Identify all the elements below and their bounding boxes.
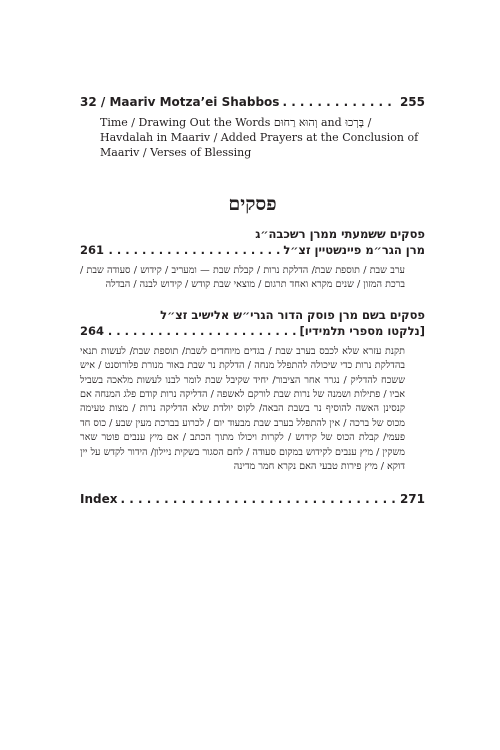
entry-subtitle: מרן הגר״מ פיינשטיין זצ״ל — [283, 243, 425, 257]
entry-subtitle: [נלקטו מספרי תלמידיו] — [299, 323, 425, 338]
dot-leader — [282, 95, 396, 109]
entry-description: ערב שבת / תוספת שבת/ הדלקת נרות / קבלת שבת — ומעריב / קידוש / סעודה שבת / ברכת המזון / שנים מקרא ואחד תרגום / מוצאי שבת קודש / קידוש לבנה / הבדלה — [80, 265, 405, 291]
dot-leader — [107, 243, 280, 257]
page-number: 271 — [399, 492, 425, 507]
toc-entry-psakim-1[interactable] — [80, 226, 425, 293]
page-number: 255 — [399, 95, 425, 109]
entry-title: 32 / Maariv Motza’ei Shabbos — [80, 95, 280, 109]
dot-leader — [107, 324, 296, 338]
toc-entry-psakim-2[interactable] — [80, 307, 425, 475]
section-heading: פסקים — [228, 193, 277, 215]
toc-entry-maariv[interactable] — [80, 95, 425, 109]
entry-title: פסקים ששמעתי ממרן רשכבה״ג — [255, 227, 425, 241]
page-number: 264 — [80, 323, 105, 338]
toc-entry-index[interactable] — [80, 492, 425, 506]
dot-leader — [120, 492, 396, 506]
entry-title: פסקים בשם מרן פוסק הדור הגרי״ש אלישיב זצ״ל — [160, 307, 425, 322]
entry-description: תקנת עזרא שלא לכבס בערב שבת / בגדים מיוחדים לשבת/ תוספת שבת/ לעשות תנאי בהדלקת נרות כדי שיכולה להתפלל מנחה / הדלקת נר שבת באור מנורת פלורוסנט / איש ששכח להדליק / נגרר אחר הציבור/ יחיד שקיבל שבת לומר לבנו לעשות מלאכה בשביל אביו / פתילות ושמנה של נרות שבת לורקם לאשפה / הדליקה נרות קודם פלג המנחה אם קנסינן האשה להוסיף נר בשבת הבאה/ לקוס יולדת שלא הדליקה נרות / מצות טעימה מכוס של ברכה / אין להתפלל בערב שבת מבעוד יום / לכרוע בברכת מעין שבע / כוס חד פעמי/ קבלת הכוס של קידוש / לקרות ויכולו מתוך הכתב / אם מיץ ענבים פוטר שאר משקין / מיץ ענבים לקידוש במקום סעודה / לחם הסגור בשקית ניילון/ הידור לקדש על יין דוקא / מיץ פירות טבעי האם נקרא חמר מדינה — [80, 345, 405, 473]
entry-title: Index — [80, 492, 118, 507]
page-number: 261 — [80, 243, 105, 257]
entry-description: Time / Drawing Out the Words וְהוּא רַחוּם and בָּרְכוּ / Havdalah in Maariv / Added Prayers at the Conclusion of Maariv / Verses of Blessing — [100, 116, 419, 159]
toc-page — [80, 95, 425, 506]
